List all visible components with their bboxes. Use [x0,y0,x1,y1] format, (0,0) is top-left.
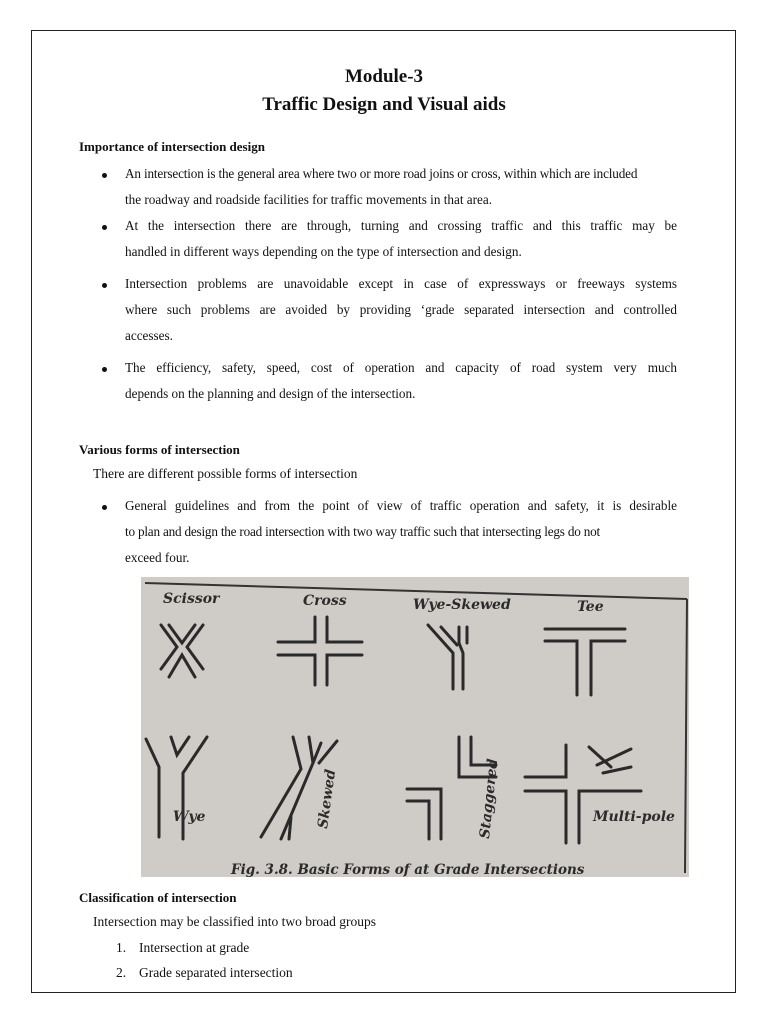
list-item-number: 1. [116,940,127,955]
bullet-line: Intersection problems are unavoidable except in case of expressways or freeways systems [125,276,677,291]
bullet-importance-1 [125,161,677,213]
section-heading-forms: Various forms of intersection [79,442,240,457]
bullet-line: The efficiency, safety, speed, cost of operation and capacity of road system very much [125,360,677,375]
bullet-marker [101,360,111,380]
page-title: Traffic Design and Visual aids [262,94,506,115]
label-staggered: Staggered [477,757,502,840]
bullet-forms-1 [125,493,677,571]
list-item: Grade separated intersection [139,965,293,980]
list-item-number: 2. [116,965,127,980]
bullet-line: An intersection is the general area where two or more road joins or cross, within which are included [125,166,638,181]
section-heading-classification: Classification of intersection [79,890,237,905]
section-heading-importance: Importance of intersection design [79,139,265,154]
bullet-importance-2 [125,213,677,265]
classification-intro: Intersection may be classified into two broad groups [93,914,377,929]
figure-caption: Fig. 3.8. Basic Forms of at Grade Intersections [231,862,585,877]
bullet-line: exceed four. [125,550,190,565]
bullet-marker [101,166,111,186]
intersection-forms-figure [141,577,689,877]
bullet-marker [101,498,111,518]
label-tee: Tee [577,599,604,615]
label-wye: Wye [173,809,206,825]
label-wye-skewed: Wye-Skewed [413,597,511,613]
list-item: Intersection at grade [139,940,250,955]
bullet-importance-3 [125,271,677,349]
label-skewed: Skewed [315,768,340,830]
bullet-line: General guidelines and from the point of view of traffic operation and safety, it is desirable [125,498,677,513]
bullet-line: handled in different ways depending on the type of intersection and design. [125,244,522,259]
bullet-line: the roadway and roadside facilities for traffic movements in that area. [125,192,493,207]
bullet-line: to plan and design the road intersection with two way traffic such that intersecting legs do not [125,524,600,539]
label-cross: Cross [303,593,347,609]
figure-drawing [141,577,689,877]
bullet-line: accesses. [125,328,173,343]
label-multi-pole: Multi-pole [593,809,675,825]
bullet-line: At the intersection there are through, turning and crossing traffic and this traffic may be [125,218,677,233]
label-scissor: Scissor [163,591,220,607]
bullet-marker [101,218,111,238]
bullet-importance-4 [125,355,677,407]
bullet-line: where such problems are avoided by providing ‘grade separated intersection and controlled [125,302,677,317]
bullet-line: depends on the planning and design of the intersection. [125,386,416,401]
module-title: Module-3 [344,66,424,87]
forms-intro: There are different possible forms of intersection [93,466,358,481]
bullet-marker [101,276,111,296]
